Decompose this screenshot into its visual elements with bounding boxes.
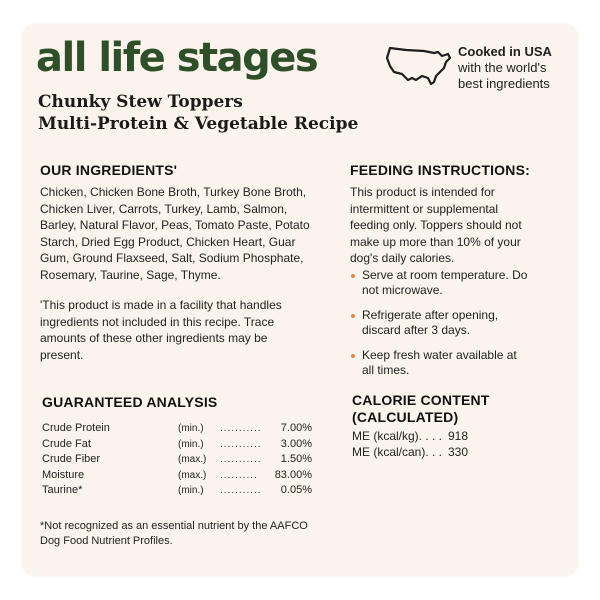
page-title: all life stages <box>36 35 318 81</box>
table-row <box>42 452 312 468</box>
aafco-footnote: *Not recognized as an essential nutrient by the AAFCO Dog Food Nutrient Profiles. <box>40 520 308 547</box>
leader-dots: .......... <box>220 469 258 481</box>
ingredients-text: Chicken, Chicken Bone Broth, Turkey Bone Broth, Chicken Liver, Carrots, Turkey, Lamb, Salmon, Barley, Natural Flavor, Peas, Tomato Paste, Potato Starch, Dried Egg Product, Chicken Heart, Guar Gum, Ground Flaxseed, Salt, Sodium Phosphate, Rosemary, Taurine, Sage, Thyme. <box>40 185 310 282</box>
made-in-usa-badge <box>458 44 552 92</box>
nutrient-value: 0.05% <box>280 484 312 496</box>
nutrient-name: Crude Protein <box>42 422 110 434</box>
calorie-heading <box>352 392 490 426</box>
badge-line-3: best ingredients <box>458 76 550 91</box>
usa-map-icon <box>384 42 454 88</box>
list-item: Refrigerate after opening, discard after 3 days. <box>350 308 530 338</box>
list-item: Serve at room temperature. Do not microwave. <box>350 268 530 298</box>
calorie-heading-line-2: (CALCULATED) <box>352 409 459 425</box>
badge-line-2: with the world's <box>458 60 547 75</box>
nutrient-qualifier: (min.) <box>178 438 204 450</box>
table-row <box>42 483 312 499</box>
nutrient-value: 3.00% <box>280 437 312 450</box>
nutrient-name: Moisture <box>42 468 85 481</box>
calorie-heading-line-1: CALORIE CONTENT <box>352 392 490 408</box>
nutrient-qualifier: (max.) <box>178 454 207 465</box>
nutrient-value: 83.00% <box>274 468 312 481</box>
table-row <box>42 468 312 484</box>
nutrient-value: 1.50% <box>280 453 312 465</box>
analysis-table <box>42 421 312 499</box>
nutrient-name: Crude Fiber <box>42 453 101 465</box>
table-row <box>352 428 492 444</box>
feeding-text: This product is intended for intermittent or supplemental feeding only. Toppers should not make up more than 10% of your dog's daily calories. <box>350 185 522 265</box>
nutrient-name: Taurine* <box>42 484 83 496</box>
calorie-value: 330 <box>447 445 468 459</box>
leader-dots: ........... <box>220 454 262 465</box>
leader-dots: ........... <box>220 423 262 434</box>
feeding-heading: FEEDING INSTRUCTIONS: <box>350 162 530 178</box>
calorie-label: ME (kcal/can). . . <box>352 445 443 459</box>
nutrient-qualifier: (max.) <box>178 469 207 481</box>
nutrient-qualifier: (min.) <box>178 485 204 496</box>
ingredients-note: 'This product is made in a facility that handles ingredients not included in this recipe. Trace amounts of these other ingredients may be present. <box>40 298 282 362</box>
calorie-label: ME (kcal/kg). . . . <box>352 429 443 443</box>
nutrition-card <box>22 24 578 576</box>
analysis-heading: GUARANTEED ANALYSIS <box>42 394 218 410</box>
calorie-value: 918 <box>447 429 468 443</box>
leader-dots: ........... <box>220 485 262 496</box>
recipe-name: Multi-Protein & Vegetable Recipe <box>38 114 359 134</box>
nutrient-name: Crude Fat <box>42 437 91 450</box>
product-name: Chunky Stew Toppers <box>38 92 243 112</box>
table-row <box>352 444 492 460</box>
list-item: Keep fresh water available at all times. <box>350 348 530 378</box>
table-row <box>42 421 312 437</box>
badge-title: Cooked in USA <box>458 44 552 59</box>
calorie-table <box>352 428 492 460</box>
table-row <box>42 437 312 453</box>
leader-dots: ........... <box>220 438 262 450</box>
nutrient-value: 7.00% <box>280 422 312 434</box>
nutrient-qualifier: (min.) <box>178 423 204 434</box>
ingredients-heading: OUR INGREDIENTS' <box>40 162 178 178</box>
feeding-list <box>350 268 530 388</box>
